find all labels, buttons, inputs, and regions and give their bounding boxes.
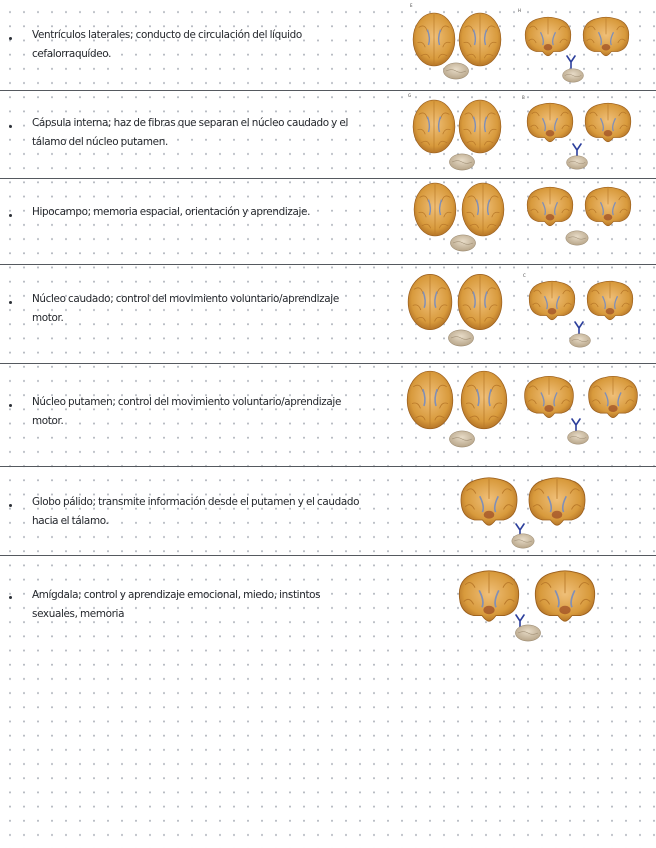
axial-brain-image (413, 182, 457, 237)
axial-brain-image (460, 370, 508, 430)
figure-letter-right: C (523, 273, 526, 278)
coronal-brain-image (456, 475, 522, 528)
sagittal-thumbnail (447, 329, 475, 347)
item-row-5 (0, 364, 656, 466)
item-text: Cápsula interna; haz de fibras que separan el núcleo caudado y el tálamo del núcleo putamen. (32, 117, 349, 148)
item-text: Globo pálido; transmite información desde el putamen y el caudado hacia el tálamo. (32, 496, 360, 527)
figure-group (450, 556, 620, 656)
bullet-dot (9, 596, 12, 599)
sagittal-thumbnail (448, 430, 476, 448)
bullet-dot (9, 504, 12, 507)
coronal-brain-image (581, 185, 635, 228)
bullet-dot (9, 301, 12, 304)
item-text: Amígdala; control y aprendizaje emocional, miedo, instintos sexuales, memoria (32, 589, 321, 620)
axial-brain-image (458, 99, 502, 154)
bullet-dot (9, 404, 12, 407)
coronal-brain-image (520, 374, 578, 420)
item-text: Hipocampo; memoria espacial, orientación y aprendizaje. (32, 206, 311, 218)
coronal-brain-image (584, 374, 642, 420)
figure-group (405, 91, 645, 178)
sagittal-thumbnail (565, 155, 589, 170)
figure-letter-left: G (408, 93, 412, 98)
figure-letter-left: E (410, 3, 413, 8)
axial-brain-image (458, 12, 502, 67)
sagittal-thumbnail (565, 229, 589, 247)
item-row-7 (0, 556, 656, 656)
sagittal-thumbnail (566, 430, 590, 445)
axial-brain-image (457, 273, 503, 331)
sagittal-thumbnail (514, 624, 542, 642)
sagittal-thumbnail (449, 234, 477, 252)
coronal-brain-image (523, 101, 577, 144)
sagittal-thumbnail (442, 62, 470, 80)
figure-group (405, 179, 645, 264)
item-row-6 (0, 467, 656, 555)
blue-marker (565, 55, 577, 69)
coronal-brain-image (579, 15, 633, 58)
coronal-brain-image (525, 279, 579, 322)
bullet-dot (9, 37, 12, 40)
coronal-brain-image (581, 101, 635, 144)
figure-letter-right: H (518, 8, 522, 13)
sagittal-thumbnail (510, 533, 536, 549)
item-row-2 (0, 91, 656, 178)
coronal-brain-image (524, 475, 590, 528)
bullet-dot (9, 125, 12, 128)
item-row-1 (0, 0, 656, 90)
figure-group (450, 467, 620, 555)
axial-brain-image (406, 370, 454, 430)
item-row-4 (0, 265, 656, 363)
item-text: Núcleo putamen; control del movimiento voluntario/aprendizaje motor. (32, 396, 342, 427)
axial-brain-image (407, 273, 453, 331)
item-text: Núcleo caudado; control del movimiento voluntario/aprendizaje motor. (32, 293, 339, 324)
coronal-brain-image (583, 279, 637, 322)
axial-brain-image (412, 99, 456, 154)
figure-letter-right: B (522, 95, 525, 100)
axial-brain-image (461, 182, 505, 237)
sagittal-thumbnail (561, 68, 585, 83)
item-text: Ventrículos laterales; conducto de circulación del líquido cefalorraquídeo. (32, 29, 302, 60)
coronal-brain-image (523, 185, 577, 228)
axial-brain-image (412, 12, 456, 67)
coronal-brain-image (521, 15, 575, 58)
sagittal-thumbnail (568, 333, 592, 348)
figure-group (405, 0, 645, 90)
figure-group (400, 364, 650, 466)
bullet-dot (9, 214, 12, 217)
sagittal-thumbnail (448, 153, 476, 171)
coronal-brain-image (530, 568, 600, 624)
item-row-3 (0, 179, 656, 264)
figure-group (405, 265, 645, 363)
